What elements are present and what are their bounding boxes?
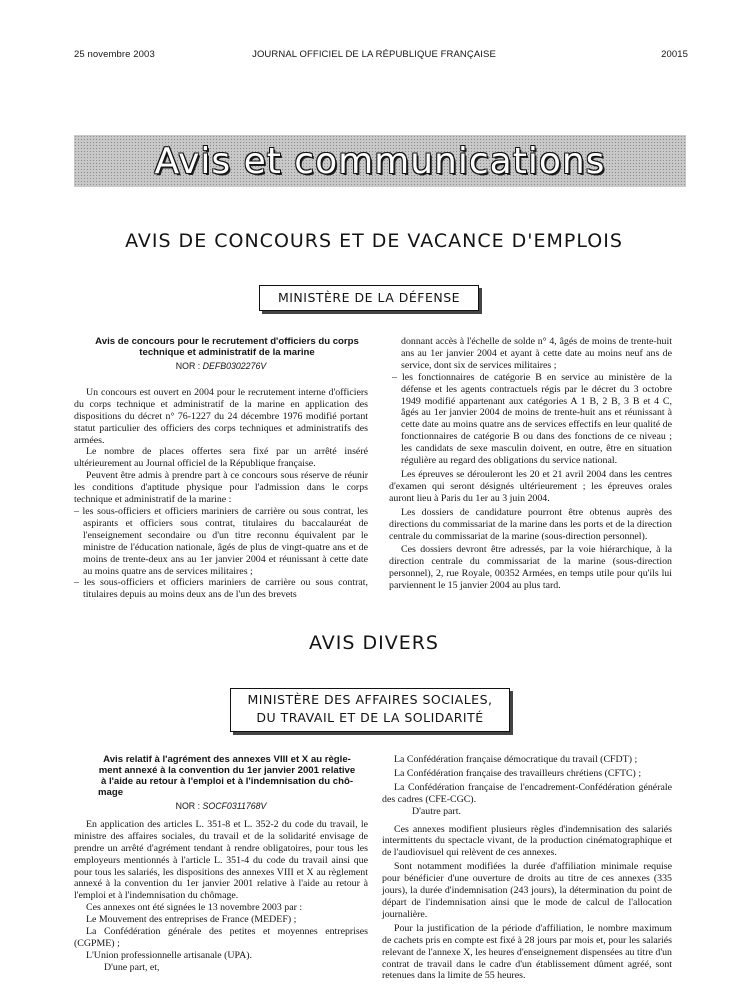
- article1-title-line1: Avis de concours pour le recrutement d'officiers du corps: [95, 336, 359, 347]
- article1-paragraph: Ces dossiers devront être adressés, par la voie hiérarchique, à la direction centrale du commissariat de la marine (sous-direction personnel), 2, rue Royale, 00352 Armées, en temps utile pour qu'ils lui parviennent le 15 janvier 2004 au plus tard.: [389, 544, 672, 592]
- article2-paragraph: En application des articles L. 351-8 et L. 352-2 du code du travail, le ministre des affaires sociales, du travail et de la solidarité envisage de prendre un arrêté d'agrément tendant à rendre obligatoires, pour tous les employeurs mentionnés à l'article L. 351-4 du code du travail ainsi que pour tous les salariés, les dispositions des annexes VIII et X au règlement annexé à la convention du 1er janvier 2001 relative à l'aide au retour à l'emploi et à l'indemnisation du chômage.: [74, 818, 368, 902]
- article2-paragraph: D'autre part.: [412, 805, 461, 817]
- article1-list-item: – les fonctionnaires de catégorie B en service au ministère de la défense et les agents contractuels régis par le décret du 3 octobre 1949 modifié appartenant aux catégories A 1 B, 2 B, 3 B et 4 C, âgés au 1er janvier 2004 de moins de trente-huit ans et réunissant à cette date au moins quatre ans de services effectifs en leur qualité de fonctionnaires de catégorie B ou dans des fonctions de ce niveau ; les candidats de sexe masculin doivent, en outre, être en situation régulière au regard des obligations du service national.: [392, 371, 672, 467]
- article1-list-item: – les sous-officiers et officiers mariniers de carrière ou sous contrat, les aspirants et officiers sous contrat, titulaires du baccalauréat de l'enseignement secondaire ou d'un titre reconnu équivalent par le ministre de l'éducation nationale, âgés de plus de vingt-quatre ans et de moins de trente-deux ans au 1er janvier 2004 et réunissant à cette date au moins quatre ans de services militaires ;: [74, 505, 368, 577]
- article2-paragraph: La Confédération française des travailleurs chrétiens (CFTC) ;: [394, 767, 642, 779]
- article1-nor-label: NOR :: [175, 361, 201, 371]
- article2-title-line2: ment annexé à la convention du 1er janvier 2001 relative: [98, 765, 356, 776]
- article1-paragraph: Le nombre de places offertes sera fixé par un arrêté inséré ultérieurement au Journal officiel de la République française.: [74, 446, 368, 470]
- article2-paragraph: Ces annexes ont été signées le 13 novembre 2003 par :: [86, 902, 303, 914]
- section-title-avis-divers: AVIS DIVERS: [309, 632, 439, 654]
- article1-nor-value: DEFB0302276V: [202, 361, 267, 371]
- article1-title-line2: technique et administratif de la marine: [139, 347, 315, 358]
- article1-paragraph: donnant accès à l'échelle de solde n° 4, âgés de moins de trente-huit ans au 1er janvier 2004 et ayant à cette date au moins neuf ans de service, dont six de services militaires ;: [401, 336, 672, 371]
- article1-list-item: – les sous-officiers et officiers mariniers de carrière ou sous contrat, titulaires depuis au moins deux ans de l'un des brevets: [74, 577, 368, 601]
- ministry-line2: DU TRAVAIL ET DE LA SOLIDARITÉ: [256, 710, 484, 725]
- article2-title-line4: mage: [98, 787, 124, 798]
- header-journal-title: JOURNAL OFFICIEL DE LA RÉPUBLIQUE FRANÇAISE: [252, 49, 496, 60]
- article2-paragraph: Sont notamment modifiées la durée d'affiliation minimale requise pour bénéficier d'une ouverture de droits au titre de ces annexes (335 jours), la durée d'indemnisation (243 jours), la détermination du point de départ de l'indemnisation ainsi que le mode de calcul de l'allocation journalière.: [382, 861, 672, 920]
- ministry-line1: MINISTÈRE DES AFFAIRES SOCIALES,: [247, 692, 493, 707]
- section-banner: [74, 135, 686, 187]
- article2-paragraph: Ces annexes modifient plusieurs règles d'indemnisation des salariés intermittents du spectacle vivant, de la production cinématographique et de l'audiovisuel qui relèvent de ces annexes.: [382, 823, 672, 859]
- article2-paragraph: Le Mouvement des entreprises de France (MEDEF) ;: [86, 914, 297, 926]
- article2-right-column: [382, 754, 672, 982]
- ministry-box-affaires-sociales: [230, 688, 510, 732]
- article1-paragraph: Peuvent être admis à prendre part à ce concours sous réserve de réunir les conditions d'aptitude physique pour l'admission dans le corps technique et administratif de la marine :: [74, 470, 368, 506]
- article2-nor-label: NOR :: [175, 801, 201, 811]
- article1-paragraph: Un concours est ouvert en 2004 pour le recrutement interne d'officiers du corps technique et administratif de la marine en application des dispositions du décret n° 76-1227 du 24 décembre 1976 modifié portant statut particulier des officiers des corps techniques et administratifs des armées.: [74, 386, 368, 446]
- ministry-box-defense: MINISTÈRE DE LA DÉFENSE: [259, 285, 479, 311]
- article2-paragraph: La Confédération française démocratique du travail (CFDT) ;: [394, 754, 638, 765]
- article1-paragraph: Les épreuves se dérouleront les 20 et 21 avril 2004 dans les centres d'examen qui seront désignés ultérieurement ; les épreuves orales auront lieu à Paris du 1er au 3 juin 2004.: [389, 468, 672, 504]
- banner-title: Avis et communications: [154, 141, 606, 182]
- article2-title-line3: à l'aide au retour à l'emploi et à l'indemnisation du chô-: [100, 776, 354, 787]
- section-title-concours: AVIS DE CONCOURS ET DE VACANCE D'EMPLOIS: [125, 230, 623, 252]
- article2-nor: [74, 801, 368, 813]
- article1-left-column: [74, 336, 368, 601]
- article2-paragraph: Pour la justification de la période d'affiliation, le nombre maximum de cachets pris en compte est fixé à 28 jours par mois et, pour les salariés relevant de l'annexe X, les heures d'enseignement dispensées au titre d'un contrat de travail dans le cadre d'un établissement dûment agréé, sont retenues dans la limite de 55 heures.: [382, 922, 672, 982]
- header-page-number: 20015: [661, 49, 688, 60]
- article2-left-column: [74, 754, 368, 974]
- article2-nor-value: SOCF0311768V: [202, 801, 267, 811]
- article1-paragraph: Les dossiers de candidature pourront être obtenus auprès des directions du commissariat de la marine dans les ports et de la direction centrale du commissariat de la marine (sous-direction personnel).: [389, 506, 672, 542]
- header-date: 25 novembre 2003: [74, 49, 155, 60]
- article2-paragraph: La Confédération générale des petites et moyennes entreprises (CGPME) ;: [74, 926, 368, 949]
- article1-nor: [74, 361, 368, 373]
- article2-title-line1: Avis relatif à l'agrément des annexes VIII et X au règle-: [103, 754, 351, 765]
- article2-paragraph: La Confédération française de l'encadrement-Confédération générale des cadres (CFE-CGC).: [382, 781, 672, 805]
- article2-paragraph: D'une part, et,: [104, 961, 160, 973]
- article1-right-column: [389, 336, 672, 592]
- article2-paragraph: L'Union professionnelle artisanale (UPA).: [86, 949, 252, 961]
